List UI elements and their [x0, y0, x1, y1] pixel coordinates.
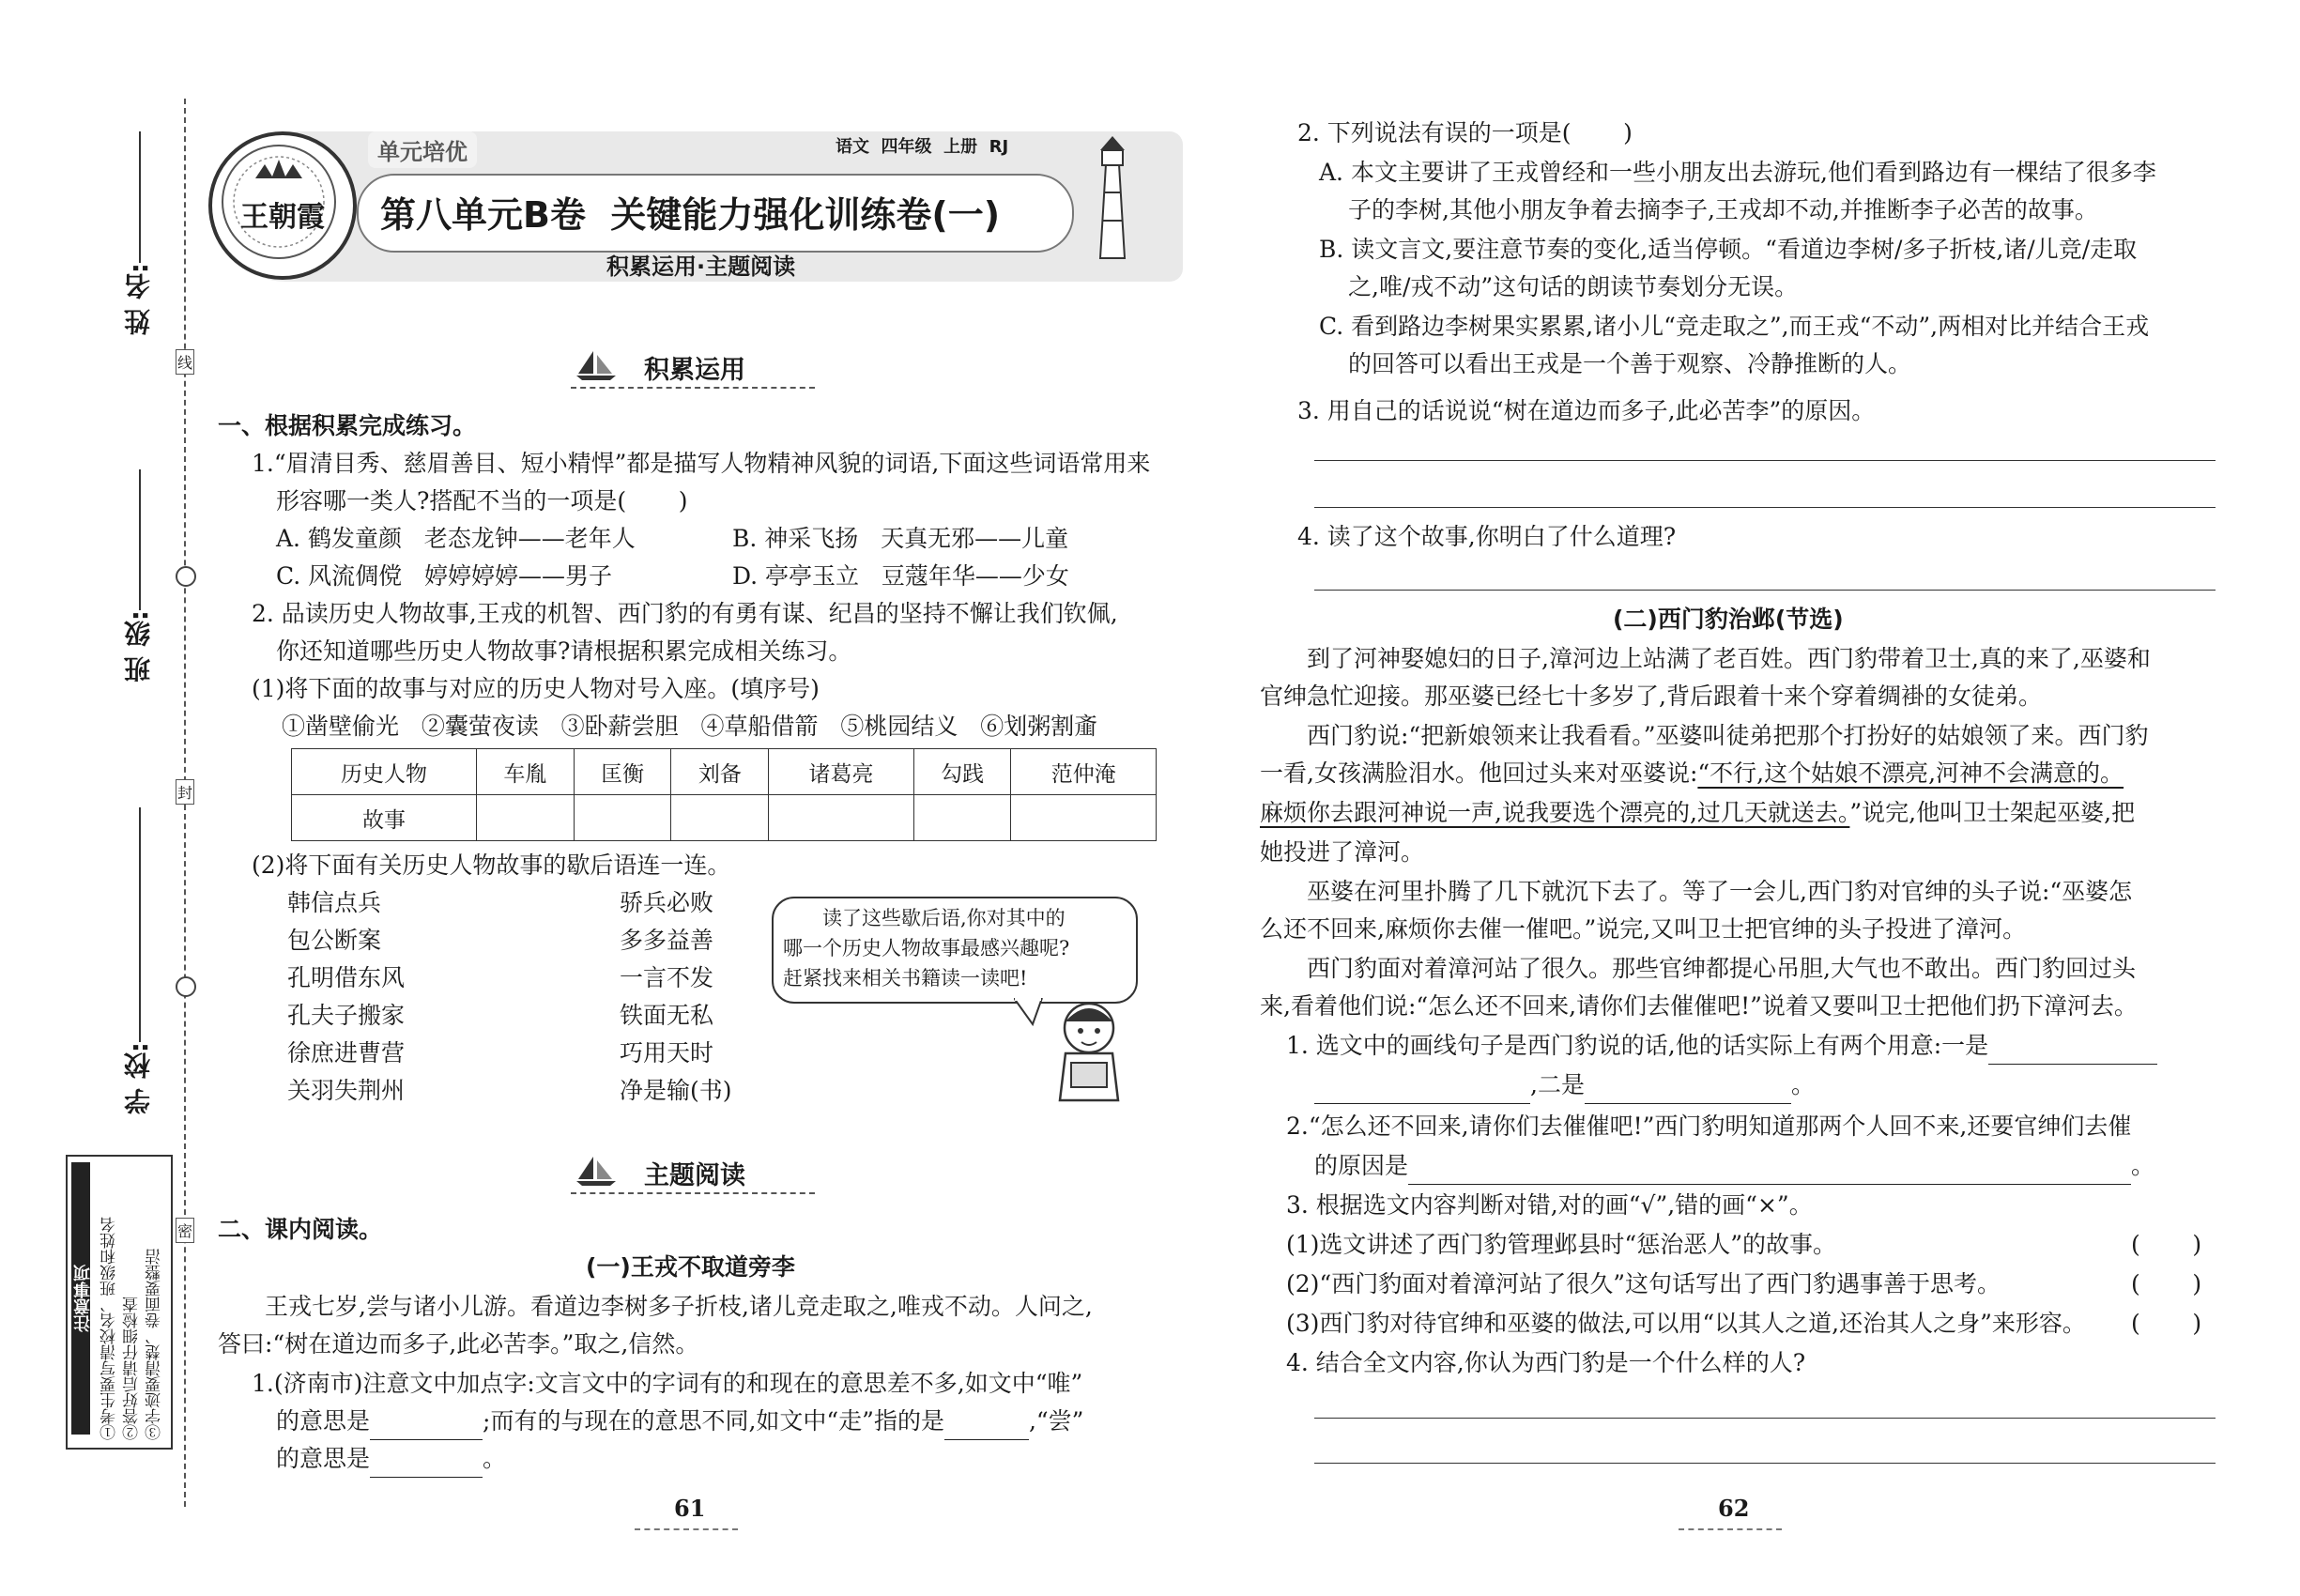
- q1-2-line1: 2. 品读历史人物故事,王戎的机智、西门豹的有勇有谋、纪昌的坚持不懈让我们钦佩,: [252, 600, 1118, 627]
- xiehouyu-left-1[interactable]: 韩信点兵: [287, 889, 382, 916]
- xiehouyu-left-2[interactable]: 包公断案: [287, 927, 382, 954]
- series-label: 单元培优: [368, 131, 477, 168]
- answer-blank[interactable]: [1988, 1036, 2157, 1065]
- notes-title: 注意事项: [71, 1162, 90, 1435]
- q3-1-text-b: ,二是: [1530, 1071, 1585, 1098]
- passage2-line3: 西门豹说:“把新娘领来让我看看。”巫婆叫徒弟把那个打扮好的姑娘领了来。西门豹: [1307, 722, 2149, 749]
- passage2-line2: 官绅急忙迎接。那巫婆已经七十多岁了,背后跟着十来个穿着绸褂的女徒弟。: [1260, 683, 2042, 710]
- table-row-label: 故事: [292, 795, 477, 841]
- q3-1-text-c: 。: [1790, 1071, 1815, 1098]
- section2-underline: [571, 1192, 815, 1194]
- page-number-right: 62: [1718, 1495, 1750, 1522]
- passage2-line10: 来,看着他们说:“怎么还不回来,请你们去催催吧!”说着又要叫卫士把他们扔下漳河去。: [1260, 992, 2138, 1020]
- brand-logo: [208, 131, 357, 280]
- school-label: 学 校:: [123, 1042, 154, 1114]
- notes-item-2: ②答好后请仔细检查: [123, 1297, 142, 1440]
- table-header-cell: 匡衡: [574, 749, 671, 795]
- q3-3-question: 3. 根据选文内容判断对错,对的画“√”,错的画“×”。: [1286, 1191, 1813, 1219]
- passage2-line4: [1260, 755, 2124, 792]
- answer-blank[interactable]: [1585, 1075, 1791, 1104]
- judge-paren[interactable]: ( ): [2131, 1231, 2202, 1258]
- class-blank-line: [139, 469, 141, 610]
- table-row: [292, 749, 1157, 795]
- table-row: [292, 795, 1157, 841]
- bubble-line-1: 读了这些歇后语,你对其中的: [822, 907, 1066, 929]
- notes-box: [66, 1155, 173, 1450]
- q3-1-line2: [1314, 1067, 1815, 1104]
- class-label: 班 级:: [123, 610, 154, 683]
- passage2-line4-a: 一看,女孩满脸泪水。他回过头来对巫婆说:: [1260, 760, 1698, 787]
- passage2-line7: 巫婆在河里扑腾了几下就沉下去了。等了一会儿,西门豹对官绅的头子说:“巫婆怎: [1307, 878, 2133, 905]
- brand-logo-text: 王朝霞: [240, 201, 325, 234]
- xiehouyu-right-2[interactable]: 多多益善: [620, 927, 714, 954]
- answer-cell[interactable]: [769, 795, 914, 841]
- q3-2-line2: [1314, 1147, 2154, 1185]
- xiehouyu-right-1[interactable]: 骄兵必败: [620, 889, 714, 916]
- page-number-decoration: [635, 1528, 738, 1530]
- q2-1-line1: 1.(济南市)注意文中加点字:文言文中的字词有的和现在的意思差不多,如文中“唯”: [252, 1370, 1083, 1397]
- q1-2-sub2: (2)将下面有关历史人物故事的歇后语连一连。: [252, 852, 731, 879]
- passage2-title: (二)西门豹治邺(节选): [1613, 606, 1844, 633]
- passage2-line5-b: ”说完,他叫卫士架起巫婆,把: [1849, 799, 2136, 826]
- notes-item-3: ③字迹要清楚、卷面要整洁: [146, 1249, 164, 1440]
- table-header-cell: 范仲淹: [1011, 749, 1157, 795]
- q2-1-text-d: 的意思是: [276, 1445, 371, 1472]
- header-subtitle: 积累运用·主题阅读: [606, 253, 796, 280]
- q2-heading: 二、课内阅读。: [218, 1216, 383, 1243]
- q1-1-line2: 形容哪一类人?搭配不当的一项是( ): [276, 487, 688, 514]
- xiehouyu-right-3[interactable]: 一言不发: [620, 964, 714, 991]
- school-blank-line: [139, 807, 141, 1042]
- answer-blank-wei[interactable]: [370, 1411, 483, 1440]
- passage2-line6: 她投进了漳河。: [1260, 838, 1425, 866]
- course-info: 语文 四年级 上册 RJ: [836, 137, 1009, 157]
- underlined-sentence-part2: 麻烦你去跟河神说一声,说我要选个漂亮的,过几天就送去。: [1260, 799, 1850, 826]
- bubble-line-2: 哪一个历史人物故事最感兴趣呢?: [783, 937, 1070, 959]
- q2-1-line2: [276, 1403, 1083, 1440]
- judge-paren[interactable]: ( ): [2131, 1310, 2202, 1337]
- q2-1-text-e: 。: [483, 1445, 507, 1472]
- passage1-line1: 王戎七岁,尝与诸小儿游。看道边李树多子折枝,诸儿竞走取之,唯戎不动。人问之,: [265, 1293, 1093, 1320]
- q3-3-item3: (3)西门豹对待官绅和巫婆的做法,可以用“以其人之道,还治其人之身”来形容。: [1286, 1310, 2086, 1337]
- q1-1-option-d: D. 亭亭玉立 豆蔻年华——少女: [732, 562, 1069, 590]
- q2-1-text-c: ,“尝”: [1028, 1407, 1084, 1435]
- sailboat-icon: [575, 1155, 618, 1187]
- boy-reading-icon: [1037, 995, 1141, 1108]
- answer-blank[interactable]: [1408, 1156, 2131, 1185]
- answer-blank[interactable]: [1314, 1075, 1530, 1104]
- q3-2-text-c: 。: [2131, 1152, 2155, 1179]
- binding-circle-1: [176, 566, 196, 587]
- table-header-cell: 历史人物: [292, 749, 477, 795]
- passage2-line9: 西门豹面对着漳河站了很久。那些官绅都提心吊胆,大气也不敢出。西门豹回过头: [1307, 955, 2136, 982]
- bubble-line-3: 赶紧找来相关书籍读一读吧!: [783, 967, 1028, 990]
- answer-blank-zou[interactable]: [944, 1411, 1029, 1440]
- q2-2-option-c-line1: C. 看到路边李树果实累累,诸小儿“竞走取之”,而王戎“不动”,两相对比并结合王戎: [1319, 313, 2150, 340]
- answer-line[interactable]: [1314, 1463, 2216, 1464]
- q2-2-option-b-line1: B. 读文言文,要注意节奏的变化,适当停顿。“看道边李树/多子折枝,诸/儿竞/走取: [1319, 236, 2138, 263]
- q1-2-line2: 你还知道哪些历史人物故事?请根据积累完成相关练习。: [276, 637, 852, 665]
- q1-1-option-a: A. 鹤发童颜 老态龙钟——老年人: [276, 525, 636, 552]
- judge-paren[interactable]: ( ): [2131, 1270, 2202, 1297]
- passage1-line2: 答曰:“树在道边而多子,此必苦李。”取之,信然。: [218, 1330, 699, 1358]
- q2-2-option-a-line2: 子的李树,其他小朋友争着去摘李子,王戎却不动,并推断李子必苦的故事。: [1348, 196, 2098, 223]
- name-blank-line: [139, 131, 141, 263]
- xiehouyu-left-3[interactable]: 孔明借东风: [287, 964, 406, 991]
- answer-line[interactable]: [1314, 460, 2216, 461]
- q1-2-sub1: (1)将下面的故事与对应的历史人物对号入座。(填序号): [252, 675, 820, 702]
- q2-4-question: 4. 读了这个故事,你明白了什么道理?: [1297, 523, 1677, 550]
- table-header-cell: 勾践: [913, 749, 1011, 795]
- answer-line[interactable]: [1314, 507, 2216, 508]
- history-table: [291, 748, 1157, 841]
- page-number-left: 61: [674, 1495, 706, 1522]
- q3-3-item2: (2)“西门豹面对着漳河站了很久”这句话写出了西门豹遇事善于思考。: [1286, 1270, 2001, 1297]
- q2-1-line3: [276, 1440, 506, 1478]
- section1-underline: [571, 387, 815, 389]
- q3-3-item1: (1)选文讲述了西门豹管理邺县时“惩治恶人”的故事。: [1286, 1231, 1836, 1258]
- passage2-line1: 到了河神娶媳妇的日子,漳河边上站满了老百姓。西门豹带着卫士,真的来了,巫婆和: [1307, 645, 2151, 672]
- q1-1-option-b: B. 神采飞扬 天真无邪——儿童: [732, 525, 1069, 552]
- sailboat-icon: [575, 349, 618, 381]
- q2-3-question: 3. 用自己的话说说“树在道边而多子,此必苦李”的原因。: [1297, 397, 1876, 424]
- q2-2-option-a-line1: A. 本文主要讲了王戎曾经和一些小朋友出去游玩,他们看到路边有一棵结了很多李: [1319, 159, 2156, 186]
- mi-mark: 密: [176, 1218, 194, 1243]
- answer-cell[interactable]: [1011, 795, 1157, 841]
- xiehouyu-left-6[interactable]: 关羽失荆州: [287, 1077, 406, 1104]
- answer-cell[interactable]: [574, 795, 671, 841]
- binding-circle-2: [176, 976, 196, 997]
- answer-line[interactable]: [1314, 590, 2216, 591]
- passage2-line8: 么还不回来,麻烦你去催一催吧。”说完,又叫卫士把官绅的头子投进了漳河。: [1260, 915, 2027, 943]
- passage2-line5: [1260, 794, 2135, 832]
- q3-4-question: 4. 结合全文内容,你认为西门豹是一个什么样的人?: [1286, 1349, 1806, 1376]
- notes-item-1: ①考生要写清校名、班级和姓名: [100, 1217, 119, 1440]
- q1-2-stories: ①凿壁偷光 ②囊萤夜读 ③卧薪尝胆 ④草船借箭 ⑤桃园结义 ⑥划粥割齑: [282, 713, 1098, 740]
- header-title: 第八单元B卷 关键能力强化训练卷(一): [380, 194, 1001, 236]
- q3-2-line1: 2.“怎么还不回来,请你们去催催吧!”西门豹明知道那两个人回不来,还要官绅们去催: [1286, 1113, 2132, 1140]
- q2-1-text-b: ;而有的与现在的意思不同,如文中“走”指的是: [483, 1407, 944, 1435]
- q3-1-line1: [1286, 1027, 2157, 1065]
- table-header-cell: 刘备: [671, 749, 769, 795]
- underlined-sentence-part1: “不行,这个姑娘不漂亮,河神不会满意的。: [1697, 760, 2124, 787]
- q2-1-text-a: 的意思是: [276, 1407, 371, 1435]
- q1-1-option-c: C. 风流倜傥 婷婷婷婷——男子: [276, 562, 612, 590]
- table-header-cell: 车胤: [477, 749, 575, 795]
- q3-2-text-b: 的原因是: [1314, 1152, 1409, 1179]
- answer-blank-chang[interactable]: [370, 1449, 483, 1478]
- page-number-decoration: [1679, 1528, 1782, 1530]
- section1-title: 积累运用: [644, 356, 745, 385]
- cut-line-mark: 线: [176, 349, 194, 375]
- xiehouyu-right-4[interactable]: 铁面无私: [620, 1002, 714, 1029]
- answer-cell[interactable]: [477, 795, 575, 841]
- answer-line[interactable]: [1314, 1418, 2216, 1419]
- answer-cell[interactable]: [671, 795, 769, 841]
- q2-2-question: 2. 下列说法有误的一项是( ): [1297, 119, 1633, 146]
- seal-mark: 封: [176, 779, 194, 805]
- name-label: 姓 名:: [123, 263, 154, 335]
- passage1-title: (一)王戎不取道旁李: [586, 1253, 795, 1281]
- answer-cell[interactable]: [913, 795, 1011, 841]
- xiehouyu-left-4[interactable]: 孔夫子搬家: [287, 1002, 406, 1029]
- xiehouyu-left-5[interactable]: 徐庶进曹营: [287, 1039, 406, 1067]
- xiehouyu-right-5[interactable]: 巧用天时: [620, 1039, 714, 1067]
- q2-2-option-b-line2: 之,唯/戎不动”这句话的朗读节奏划分无误。: [1348, 273, 1799, 300]
- q2-2-option-c-line2: 的回答可以看出王戎是一个善于观察、冷静推断的人。: [1348, 350, 1912, 377]
- section2-title: 主题阅读: [644, 1161, 745, 1190]
- table-header-cell: 诸葛亮: [769, 749, 914, 795]
- q1-1-line1: 1.“眉清目秀、慈眉善目、短小精悍”都是描写人物精神风貌的词语,下面这些词语常用来: [252, 450, 1151, 477]
- q3-1-text-a: 1. 选文中的画线句子是西门豹说的话,他的话实际上有两个用意:一是: [1286, 1032, 1989, 1059]
- xiehouyu-right-6[interactable]: 净是输(书): [620, 1077, 732, 1104]
- lighthouse-icon: [1080, 127, 1145, 268]
- q1-heading: 一、根据积累完成练习。: [218, 412, 477, 439]
